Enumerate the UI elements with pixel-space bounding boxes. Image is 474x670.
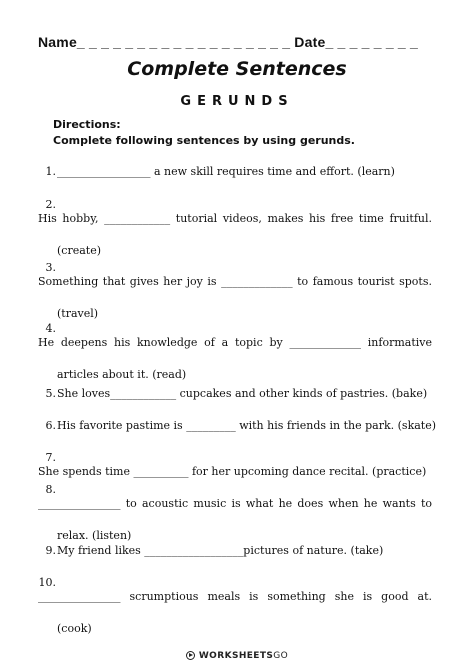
question-number: 8.	[45, 483, 56, 496]
page-subtitle: GERUNDS	[180, 94, 294, 109]
question-number: 1.	[45, 165, 56, 178]
question-number: 7.	[45, 451, 56, 464]
question-text: He deepens his knowledge of a topic by _____________ informative	[38, 336, 432, 349]
question-text: She spends time __________ for her upcoming dance recital. (practice)	[38, 465, 427, 478]
question-3	[38, 261, 444, 321]
question-text: _______________ scrumptious meals is something she is good at.	[38, 590, 432, 603]
play-logo-icon	[186, 651, 195, 660]
question-1	[38, 165, 444, 179]
question-9	[38, 544, 444, 558]
brand-light: GO	[273, 651, 289, 661]
question-continuation: (travel)	[57, 307, 99, 320]
question-continuation: (create)	[57, 244, 101, 257]
footer-brand	[0, 651, 474, 661]
question-text: Something that gives her joy is _____________ to famous tourist spots.	[38, 275, 432, 288]
question-number: 5.	[45, 387, 56, 400]
question-text: _______________ to acoustic music is what he does when he wants to	[38, 497, 432, 510]
question-continuation: relax. (listen)	[57, 529, 132, 542]
page-title: Complete Sentences	[127, 58, 347, 80]
question-10	[38, 576, 444, 636]
question-number: 4.	[45, 322, 56, 335]
question-text: His favorite pastime is _________ with his friends in the park. (skate)	[57, 419, 437, 432]
name-date-line: Name_ _ _ _ _ _ _ _ _ _ _ _ _ _ _ _ _ _ Date_ _ _ _ _ _ _ _	[38, 34, 418, 50]
question-text: His hobby, ____________ tutorial videos, makes his free time fruitful.	[38, 212, 432, 225]
question-number: 6.	[45, 419, 56, 432]
question-continuation: articles about it. (read)	[57, 368, 187, 381]
question-text: She loves____________ cupcakes and other kinds of pastries. (bake)	[57, 387, 428, 400]
question-number: 9.	[45, 544, 56, 557]
question-5	[38, 387, 444, 401]
question-number: 3.	[45, 261, 56, 274]
question-4	[38, 322, 444, 382]
question-6	[38, 419, 444, 433]
directions-text: Complete following sentences by using gerunds.	[53, 134, 355, 147]
question-text: _________________ a new skill requires time and effort. (learn)	[57, 165, 395, 178]
question-7	[38, 451, 444, 479]
directions-label: Directions:	[53, 118, 121, 131]
question-number: 10.	[38, 576, 56, 589]
question-2	[38, 198, 444, 258]
question-text: My friend likes __________________pictures of nature. (take)	[57, 544, 384, 557]
question-8	[38, 483, 444, 543]
question-continuation: (cook)	[57, 622, 92, 635]
question-number: 2.	[45, 198, 56, 211]
brand-bold: WORKSHEETS	[198, 651, 274, 661]
